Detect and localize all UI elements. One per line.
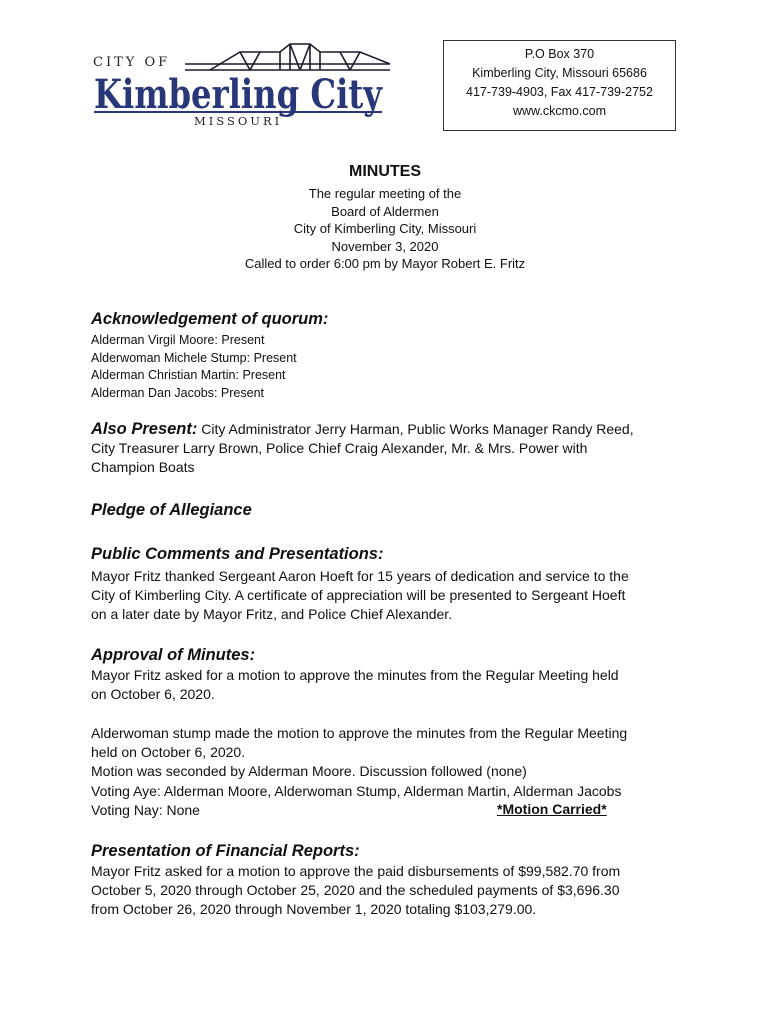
also-present-heading: Also Present: [91, 420, 198, 438]
meeting-line: Board of Aldermen [331, 203, 439, 219]
meeting-line: Called to order 6:00 pm by Mayor Robert E. Fritz [244, 256, 526, 272]
address-city: Kimberling City, Missouri 65686 [472, 66, 647, 80]
paragraph-line: Mayor Fritz asked for a motion to approve the minutes from the Regular Meeting held [91, 667, 619, 683]
public-comments-text [91, 567, 691, 625]
paragraph-line: Mayor Fritz thanked Sergeant Aaron Hoeft for 15 years of dedication and service to the [91, 568, 629, 584]
paragraph-line: on October 6, 2020. [91, 686, 215, 703]
list-item: Alderman Christian Martin: Present [91, 368, 286, 383]
paragraph-line: October 5, 2020 through October 25, 2020 and the scheduled payments of $3,696.30 [91, 882, 620, 899]
financial-text [91, 862, 691, 920]
paragraph-line: Alderwoman stump made the motion to approve the minutes from the Regular Meeting [91, 725, 628, 741]
pledge-heading: Pledge of Allegiance [91, 501, 252, 519]
meeting-line: City of Kimberling City, Missouri [293, 221, 477, 237]
logo-city-of: CITY OF [93, 55, 171, 70]
paragraph-line: on a later date by Mayor Fritz, and Police Chief Alexander. [91, 606, 453, 623]
also-present-text: Champion Boats [91, 459, 195, 476]
page-title: MINUTES [349, 163, 421, 180]
city-logo [90, 40, 390, 130]
also-present-text: City Administrator Jerry Harman, Public Works Manager Randy Reed, [197, 421, 634, 437]
financial-heading: Presentation of Financial Reports: [91, 842, 360, 860]
paragraph-line: Motion was seconded by Alderman Moore. Discussion followed (none) [91, 763, 527, 780]
address-po: P.O Box 370 [524, 47, 595, 61]
address-phone: 417-739-4903, Fax 417-739-2752 [466, 85, 653, 99]
paragraph-line: City of Kimberling City. A certificate of appreciation will be presented to Sergeant Hoeft [91, 587, 626, 604]
meeting-line: November 3, 2020 [331, 238, 439, 254]
address-web: www.ckcmo.com [512, 104, 607, 118]
quorum-heading: Acknowledgement of quorum: [91, 310, 329, 328]
quorum-list [91, 332, 297, 402]
meeting-line: The regular meeting of the [308, 186, 462, 201]
list-item: Alderwoman Michele Stump: Present [91, 350, 297, 365]
paragraph-line: Voting Aye: Alderman Moore, Alderwoman Stump, Alderman Martin, Alderman Jacobs [91, 782, 622, 799]
paragraph-line: held on October 6, 2020. [91, 744, 246, 761]
meeting-info [0, 185, 770, 273]
address-box [443, 40, 676, 131]
motion-carried-label: *Motion Carried* [497, 801, 607, 817]
approval-heading: Approval of Minutes: [91, 646, 256, 664]
also-present-text: City Treasurer Larry Brown, Police Chief Craig Alexander, Mr. & Mrs. Power with [91, 440, 588, 457]
also-present-section [91, 420, 711, 478]
paragraph-line: from October 26, 2020 through November 1, 2020 totaling $103,279.00. [91, 901, 537, 918]
list-item: Alderman Dan Jacobs: Present [91, 385, 265, 400]
list-item: Alderman Virgil Moore: Present [91, 333, 265, 347]
paragraph-line: Mayor Fritz asked for a motion to approve the paid disbursements of $99,582.70 from [91, 863, 621, 879]
logo-city-name: Kimberling City [94, 71, 384, 118]
paragraph-line: Voting Nay: None [91, 801, 200, 818]
logo-state: MISSOURI [194, 114, 283, 128]
approval-para-1 [91, 666, 691, 704]
public-comments-heading: Public Comments and Presentations: [91, 545, 384, 563]
